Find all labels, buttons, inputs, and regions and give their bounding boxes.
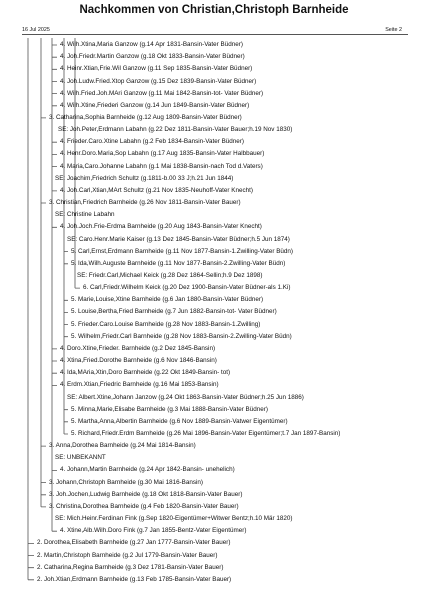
list-item: 4. Heinr.Xtian,Frie.Wil Ganzow (g.11 Sep 1835-Bansin-Vater Büdner) (60, 65, 253, 73)
list-item: 6. Carl,Friedr.Wilhelm Keick (g.20 Dez 1900-Bansin-Vater Büdner-als 1.Ki) (83, 284, 291, 292)
list-item: 3. Joh.Jochen,Ludwig Barnheide (g.18 Okt 1818-Bansin-Vater Bauer) (49, 490, 243, 498)
list-item: SE: Albert.Xtine,Johann Janzow (g.24 Okt 1863-Bansin-Vater Büdner;h.25 Jun 1886) (67, 393, 304, 401)
document-title: Nachkommen von Christian,Christoph Barnheide (79, 4, 349, 16)
list-item: 5. Minna,Marie,Elisabe Barnheide (g.3 Mai 1888-Bansin-Vater Büdner) (71, 405, 268, 413)
list-item: 4. Joh.Carl,Xtian,MArt Schultz (g.21 Nov 1835-Neuhoff-Vater Knecht) (60, 186, 253, 194)
list-item: 5. Carl,Ernst,Erdmann Barnheide (g.11 Nov 1877-Bansin-1.Zwilling-Vater Büdn) (71, 247, 294, 255)
list-item: 4. Wilh.Fried.Joh.MAri Ganzow (g.11 Mai 1842-Bansin-tot- Vater Büdner) (60, 89, 264, 97)
list-item: 4. Xtine,Alb.Wilh.Doro Fink (g.7 Jan 1855-Bentz-Vater Eigentümer) (60, 527, 247, 535)
list-item: 5. Frieder.Caro.Louise Barnheide (g.28 Nov 1883-Bansin-1.Zwilling) (71, 320, 261, 328)
page-number: Seite 2 (385, 27, 402, 33)
list-item: 2. Catharina,Regina Barnheide (g.3 Dez 1781-Bansin-Vater Bauer) (37, 563, 224, 571)
list-item: 4. Erdm.Xtian,Friedric Barnheide (g.16 Mai 1853-Bansin) (60, 381, 219, 389)
list-item: SE: Caro.Henr.Marie Kaiser (g.13 Dez 1845-Bansin-Vater Büdner;h.5 Jun 1874) (67, 235, 290, 243)
list-item: 3. Anna,Dorothea Barnheide (g.24 Mai 1814-Bansin) (49, 442, 196, 450)
list-item: 4. Ida,MAria,Xtin,Doro Barnheide (g.22 Okt 1849-Bansin- tot) (60, 369, 231, 377)
list-item: 2. Joh.Xtian,Erdmann Barnheide (g.13 Feb 1785-Bansin-Vater Bauer) (37, 575, 232, 583)
list-item: SE: Friedr.Carl,Michael Keick (g.28 Dez 1864-Sellin;h.9 Dez 1898) (77, 272, 263, 279)
list-item: 4. Joh.Friedr.Martin Ganzow (g.18 Okt 1833-Bansin-Vater Büdner) (60, 53, 245, 61)
list-item: 4. Wilh.Xtina,Maria Ganzow (g.14 Apr 1831-Bansin-Vater Büdner) (60, 41, 243, 48)
list-item: 5. Louise,Bertha,Fried Barnheide (g.7 Jun 1882-Bansin-tot- Vater Büdner) (71, 308, 277, 316)
list-item: 4. Joh.Ludw.Fried.Xtop Ganzow (g.15 Dez 1839-Bansin-Vater Büdner) (60, 77, 257, 85)
list-item: 2. Dorothea,Elisabeth Barnheide (g.27 Jan 1777-Bansin-Vater Bauer) (37, 539, 231, 547)
print-date: 16 Jul 2025 (22, 27, 50, 33)
list-item: 2. Martin,Christoph Barnheide (g.2 Jul 1779-Bansin-Vater Bauer) (37, 551, 218, 559)
list-item: 5. Marie,Louise,Xtine Barnheide (g.6 Jan 1880-Bansin-Vater Büdner) (71, 296, 264, 304)
list-item: 3. Catharina,Sophia Barnheide (g.12 Aug 1809-Bansin-Vater Büdner) (49, 113, 242, 121)
list-item: SE: Joachim,Friedrich Schultz (g.1811-b.00 33 J;h.21 Jun 1844) (55, 174, 234, 182)
list-item: 4. Johann,Martin Barnheide (g.24 Apr 1842-Bansin- unehelich) (60, 466, 235, 474)
list-item: 4. Henr.Doro.Maria,Sop Labahn (g.17 Aug 1835-Bansin-Vater Halbbauer) (60, 150, 265, 158)
list-item: 5. Ida,Wilh.Auguste Barnheide (g.11 Nov 1877-Bansin-2.Zwilling-Vater Büdn) (71, 259, 286, 267)
list-item: SE: Christine Labahn (55, 211, 115, 219)
list-item: SE: UNBEKANNT (55, 454, 106, 462)
list-item: 3. Christian,Friedrich Barnheide (g.26 Nov 1811-Bansin-Vater Bauer) (49, 199, 241, 206)
list-item: 4. Maria,Caro.Johanne Labahn (g.1 Mai 1838-Bansin-nach Tod d.Vaters) (60, 162, 263, 170)
list-item: 5. Wilhelm,Friedr.Carl Barnheide (g.28 Nov 1883-Bansin-2.Zwilling-Vater Büdn) (71, 332, 292, 340)
list-item: 4. Joh.Joch.Frie-Erdma Barnheide (g.20 Aug 1843-Bansin-Vater Knecht) (60, 223, 262, 231)
list-item: 4. Frieder.Caro.Xtine Labahn (g.2 Feb 1834-Bansin-Vater Büdner) (60, 138, 244, 146)
list-item: 4. Wilh.Xtine,Friederi Ganzow (g.14 Jun 1849-Bansin-Vater Büdner) (60, 101, 250, 109)
list-item: 4. Doro.Xtine,Frieder. Barnheide (g.2 Dez 1845-Bansin) (60, 344, 216, 352)
list-item: 3. Johann,Christoph Barnheide (g.30 Mai 1816-Bansin) (49, 478, 204, 486)
list-item: 3. Christina,Dorothea Barnheide (g.4 Feb 1820-Bansin-Vater Bauer) (49, 502, 239, 510)
list-item: 5. Richard,Friedr.Erdm Barnheide (g.26 Mai 1896-Bansin-Vater Eigentümer;t.7 Jan 1897-Bansin) (71, 430, 341, 437)
list-item: SE: Mich.Heinr.Ferdinan Fink (g.Sep 1820-Eigentümer+Witwer Bentz;h.10 Mär 1820) (55, 515, 293, 523)
list-item: 5. Martha,Anna,Albertin Barnheide (g.6 Nov 1889-Bansin-Vatwer Eigentümer) (71, 417, 288, 425)
list-item: 4. Xtina,Fried.Dorothe Barnheide (g.6 Nov 1846-Bansin) (60, 357, 217, 364)
list-item: SE: Joh.Peter,Erdmann Labahn (g.22 Dez 1811-Bansin-Vater Bauer;h.19 Nov 1830) (58, 126, 293, 134)
